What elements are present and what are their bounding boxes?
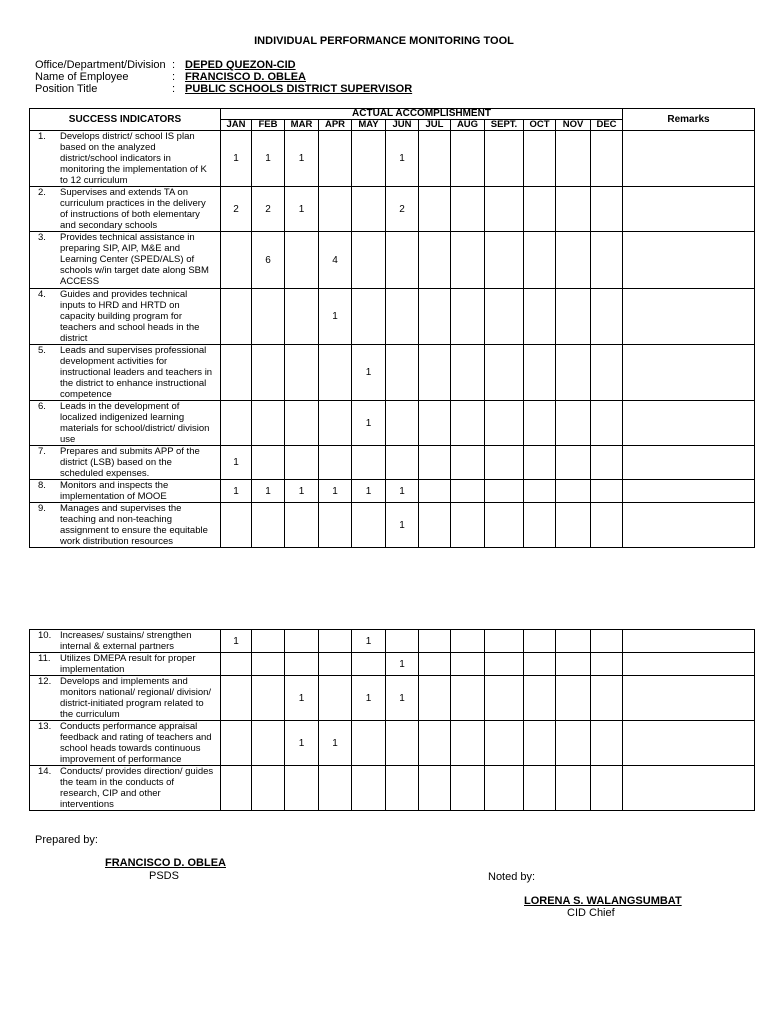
month-value-cell <box>451 289 485 345</box>
month-value-cell <box>419 232 451 289</box>
month-value-cell <box>319 187 352 232</box>
info-colon: : <box>172 71 176 83</box>
prepared-by-title: PSDS <box>149 870 179 882</box>
info-label: Name of Employee <box>35 71 129 83</box>
month-value-cell <box>485 345 524 401</box>
month-value-cell <box>252 630 285 653</box>
month-value-cell <box>451 676 485 721</box>
month-value-cell <box>352 653 386 676</box>
table-row <box>30 446 755 480</box>
indicator-number: 7. <box>38 446 46 457</box>
month-value-cell <box>451 232 485 289</box>
month-value-cell <box>419 446 451 480</box>
month-value-cell <box>221 503 252 548</box>
month-value-cell <box>419 653 451 676</box>
month-value-cell <box>285 630 319 653</box>
header-remarks: Remarks <box>623 109 755 131</box>
month-value-cell: 1 <box>285 721 319 766</box>
month-value-cell <box>451 345 485 401</box>
table-row <box>30 766 755 811</box>
month-value-cell: 1 <box>352 676 386 721</box>
table-row <box>30 630 755 653</box>
month-value-cell <box>591 232 623 289</box>
month-value-cell <box>319 345 352 401</box>
header-month: JAN <box>221 120 252 131</box>
month-value-cell <box>485 446 524 480</box>
indicator-cell <box>30 766 221 811</box>
month-value-cell <box>524 401 556 446</box>
indicator-text: Conducts performance appraisal feedback and rating of teachers and school heads towards continuous improvement of performance <box>60 721 212 765</box>
indicator-number: 13. <box>38 721 52 732</box>
indicator-number: 11. <box>38 653 51 664</box>
info-colon: : <box>172 59 176 71</box>
month-value-cell <box>556 676 591 721</box>
remarks-cell <box>623 345 755 401</box>
month-value-cell <box>221 232 252 289</box>
month-value-cell: 1 <box>352 401 386 446</box>
month-value-cell <box>591 401 623 446</box>
header-success-indicators: SUCCESS INDICATORS <box>30 109 221 131</box>
indicator-cell <box>30 401 221 446</box>
month-value-cell <box>252 503 285 548</box>
indicator-number: 1. <box>38 131 46 142</box>
prepared-by-name: FRANCISCO D. OBLEA <box>105 857 226 869</box>
month-value-cell <box>386 401 419 446</box>
info-label: Office/Department/Division <box>35 59 166 71</box>
table-row <box>30 232 755 289</box>
month-value-cell <box>419 676 451 721</box>
month-value-cell <box>221 289 252 345</box>
noted-by-name: LORENA S. WALANGSUMBAT <box>524 895 682 907</box>
month-value-cell <box>386 630 419 653</box>
month-value-cell <box>252 289 285 345</box>
indicator-text: Monitors and inspects the implementation of MOOE <box>60 480 169 502</box>
month-value-cell <box>524 503 556 548</box>
indicator-cell <box>30 232 221 289</box>
header-actual-accomplishment: ACTUAL ACCOMPLISHMENT <box>221 109 623 120</box>
indicator-cell <box>30 131 221 187</box>
header-month: MAY <box>352 120 386 131</box>
indicator-cell <box>30 676 221 721</box>
indicator-cell <box>30 446 221 480</box>
month-value-cell <box>252 653 285 676</box>
month-value-cell <box>591 653 623 676</box>
month-value-cell <box>386 232 419 289</box>
month-value-cell: 2 <box>252 187 285 232</box>
indicator-number: 3. <box>38 232 46 243</box>
month-value-cell: 1 <box>252 131 285 187</box>
month-value-cell <box>419 131 451 187</box>
indicator-number: 2. <box>38 187 46 198</box>
noted-by-label: Noted by: <box>488 871 536 883</box>
table-row <box>30 187 755 232</box>
month-value-cell: 1 <box>319 480 352 503</box>
remarks-cell <box>623 630 755 653</box>
month-value-cell: 1 <box>285 187 319 232</box>
month-value-cell <box>386 446 419 480</box>
table-row <box>30 289 755 345</box>
remarks-cell <box>623 289 755 345</box>
month-value-cell: 1 <box>221 480 252 503</box>
month-value-cell <box>524 766 556 811</box>
month-value-cell <box>352 446 386 480</box>
prepared-by-label: Prepared by: <box>35 834 98 846</box>
indicator-text: Manages and supervises the teaching and non-teaching assignment to ensure the equitable work distribution resources <box>60 503 208 547</box>
month-value-cell <box>319 630 352 653</box>
indicator-number: 8. <box>38 480 46 491</box>
table-row <box>30 653 755 676</box>
indicator-text: Conducts/ provides direction/ guides the team in the conducts of research, CIP and other interventions <box>60 766 214 810</box>
remarks-cell <box>623 653 755 676</box>
month-value-cell <box>485 503 524 548</box>
month-value-cell <box>252 345 285 401</box>
month-value-cell <box>285 653 319 676</box>
remarks-cell <box>623 480 755 503</box>
month-value-cell <box>419 289 451 345</box>
indicator-text: Provides technical assistance in preparing SIP, AIP, M&E and Learning Center (SPED/ALS) of schools w/in target date along SBM ACCESS <box>60 232 209 287</box>
month-value-cell <box>485 721 524 766</box>
month-value-cell <box>524 232 556 289</box>
month-value-cell <box>485 480 524 503</box>
indicator-number: 10. <box>38 630 52 641</box>
month-value-cell <box>485 766 524 811</box>
month-value-cell <box>419 480 451 503</box>
month-value-cell <box>556 480 591 503</box>
month-value-cell <box>556 721 591 766</box>
indicator-number: 5. <box>38 345 46 356</box>
header-month: DEC <box>591 120 623 131</box>
month-value-cell: 1 <box>285 676 319 721</box>
month-value-cell <box>285 401 319 446</box>
header-month: MAR <box>285 120 319 131</box>
indicator-text: Supervises and extends TA on curriculum practices in the delivery of instructions of both elementary and secondary schools <box>60 187 206 231</box>
info-label: Position Title <box>35 83 98 95</box>
header-month: AUG <box>451 120 485 131</box>
month-value-cell <box>524 676 556 721</box>
info-value: FRANCISCO D. OBLEA <box>185 71 306 83</box>
month-value-cell <box>419 503 451 548</box>
header-month: JUL <box>419 120 451 131</box>
month-value-cell <box>319 446 352 480</box>
month-value-cell <box>451 480 485 503</box>
indicator-text: Develops district/ school IS plan based on the analyzed district/school indicators in monitoring the implementation of K to 12 curriculum <box>60 131 207 186</box>
month-value-cell: 1 <box>221 446 252 480</box>
indicator-cell <box>30 630 221 653</box>
table-row <box>30 131 755 187</box>
month-value-cell <box>319 676 352 721</box>
month-value-cell <box>524 480 556 503</box>
month-value-cell <box>386 721 419 766</box>
month-value-cell <box>352 766 386 811</box>
info-value: PUBLIC SCHOOLS DISTRICT SUPERVISOR <box>185 83 413 95</box>
month-value-cell <box>285 345 319 401</box>
month-value-cell <box>591 289 623 345</box>
info-value: DEPED QUEZON-CID <box>185 59 296 71</box>
month-value-cell <box>591 503 623 548</box>
month-value-cell: 1 <box>285 480 319 503</box>
header-month: SEPT. <box>485 120 524 131</box>
month-value-cell <box>252 766 285 811</box>
accomplishment-table <box>29 108 755 548</box>
month-value-cell <box>485 653 524 676</box>
month-value-cell: 1 <box>319 289 352 345</box>
month-value-cell <box>285 232 319 289</box>
remarks-cell <box>623 446 755 480</box>
header-month: OCT <box>524 120 556 131</box>
table-row <box>30 721 755 766</box>
month-value-cell: 1 <box>352 345 386 401</box>
info-colon: : <box>172 83 176 95</box>
month-value-cell <box>221 676 252 721</box>
month-value-cell <box>221 345 252 401</box>
month-value-cell <box>485 401 524 446</box>
month-value-cell <box>386 766 419 811</box>
month-value-cell: 2 <box>221 187 252 232</box>
month-value-cell <box>451 766 485 811</box>
month-value-cell <box>352 187 386 232</box>
month-value-cell <box>352 503 386 548</box>
header-month: FEB <box>252 120 285 131</box>
month-value-cell <box>556 345 591 401</box>
month-value-cell: 1 <box>386 131 419 187</box>
month-value-cell <box>591 187 623 232</box>
month-value-cell <box>451 187 485 232</box>
month-value-cell <box>524 187 556 232</box>
month-value-cell <box>419 187 451 232</box>
indicator-cell <box>30 480 221 503</box>
month-value-cell <box>419 721 451 766</box>
indicator-text: Leads in the development of localized indigenized learning materials for school/district/ division use <box>60 401 210 445</box>
month-value-cell: 2 <box>386 187 419 232</box>
month-value-cell <box>524 653 556 676</box>
month-value-cell <box>252 676 285 721</box>
indicator-text: Develops and implements and monitors national/ regional/ division/ district-initiated program related to the curriculum <box>60 676 212 720</box>
header-month: NOV <box>556 120 591 131</box>
month-value-cell <box>419 345 451 401</box>
month-value-cell <box>419 401 451 446</box>
month-value-cell: 1 <box>221 630 252 653</box>
indicator-cell <box>30 187 221 232</box>
remarks-cell <box>623 721 755 766</box>
month-value-cell <box>352 131 386 187</box>
month-value-cell <box>485 630 524 653</box>
month-value-cell <box>556 401 591 446</box>
month-value-cell <box>485 676 524 721</box>
indicator-number: 12. <box>38 676 52 687</box>
month-value-cell <box>451 630 485 653</box>
month-value-cell: 1 <box>221 131 252 187</box>
remarks-cell <box>623 676 755 721</box>
month-value-cell <box>556 630 591 653</box>
month-value-cell <box>352 721 386 766</box>
month-value-cell <box>591 345 623 401</box>
month-value-cell: 1 <box>285 131 319 187</box>
month-value-cell: 1 <box>386 503 419 548</box>
month-value-cell <box>352 289 386 345</box>
indicator-text: Utilizes DMEPA result for proper implementation <box>60 653 196 675</box>
month-value-cell <box>591 630 623 653</box>
remarks-cell <box>623 131 755 187</box>
month-value-cell <box>451 446 485 480</box>
noted-by-title: CID Chief <box>567 907 615 919</box>
month-value-cell: 1 <box>386 653 419 676</box>
accomplishment-table-continued <box>29 629 755 811</box>
indicator-cell <box>30 289 221 345</box>
month-value-cell <box>451 131 485 187</box>
month-value-cell <box>485 131 524 187</box>
indicator-text: Increases/ sustains/ strengthen internal & external partners <box>60 630 192 652</box>
indicator-text: Leads and supervises professional development activities for instructional leaders and teachers in the district to enhance instructional competence <box>60 345 213 400</box>
indicator-number: 4. <box>38 289 46 300</box>
month-value-cell <box>319 401 352 446</box>
indicator-text: Prepares and submits APP of the district (LSB) based on the scheduled expenses. <box>60 446 200 479</box>
month-value-cell <box>319 131 352 187</box>
month-value-cell <box>221 721 252 766</box>
month-value-cell: 4 <box>319 232 352 289</box>
month-value-cell: 1 <box>352 480 386 503</box>
month-value-cell <box>319 766 352 811</box>
month-value-cell <box>285 503 319 548</box>
month-value-cell <box>419 630 451 653</box>
month-value-cell <box>451 653 485 676</box>
month-value-cell <box>591 131 623 187</box>
month-value-cell <box>524 630 556 653</box>
header-month: APR <box>319 120 352 131</box>
month-value-cell <box>556 289 591 345</box>
month-value-cell <box>485 232 524 289</box>
table-row <box>30 503 755 548</box>
table-row <box>30 345 755 401</box>
month-value-cell <box>485 187 524 232</box>
indicator-number: 6. <box>38 401 46 412</box>
month-value-cell <box>556 653 591 676</box>
month-value-cell <box>451 503 485 548</box>
month-value-cell <box>285 446 319 480</box>
month-value-cell: 1 <box>252 480 285 503</box>
month-value-cell: 6 <box>252 232 285 289</box>
remarks-cell <box>623 232 755 289</box>
indicator-number: 14. <box>38 766 52 777</box>
month-value-cell <box>319 653 352 676</box>
remarks-cell <box>623 766 755 811</box>
month-value-cell: 1 <box>319 721 352 766</box>
month-value-cell <box>285 289 319 345</box>
month-value-cell <box>252 401 285 446</box>
month-value-cell <box>556 446 591 480</box>
month-value-cell <box>524 289 556 345</box>
indicator-text: Guides and provides technical inputs to HRD and HRTD on capacity building program for teachers and school heads in the district <box>60 289 200 344</box>
header-month: JUN <box>386 120 419 131</box>
remarks-cell <box>623 503 755 548</box>
month-value-cell <box>221 401 252 446</box>
indicator-cell <box>30 721 221 766</box>
month-value-cell <box>221 766 252 811</box>
month-value-cell <box>386 289 419 345</box>
month-value-cell: 1 <box>386 480 419 503</box>
document-title: INDIVIDUAL PERFORMANCE MONITORING TOOL <box>254 35 514 47</box>
month-value-cell <box>591 676 623 721</box>
month-value-cell <box>556 187 591 232</box>
month-value-cell <box>524 446 556 480</box>
month-value-cell <box>485 289 524 345</box>
month-value-cell <box>451 721 485 766</box>
table-row <box>30 676 755 721</box>
month-value-cell <box>591 480 623 503</box>
month-value-cell <box>556 131 591 187</box>
table-row <box>30 401 755 446</box>
month-value-cell <box>221 653 252 676</box>
month-value-cell <box>524 345 556 401</box>
month-value-cell: 1 <box>352 630 386 653</box>
month-value-cell <box>524 721 556 766</box>
indicator-number: 9. <box>38 503 46 514</box>
table-row <box>30 480 755 503</box>
indicator-cell <box>30 503 221 548</box>
indicator-cell <box>30 345 221 401</box>
month-value-cell <box>252 721 285 766</box>
month-value-cell <box>591 721 623 766</box>
remarks-cell <box>623 187 755 232</box>
month-value-cell <box>451 401 485 446</box>
indicator-cell <box>30 653 221 676</box>
month-value-cell <box>386 345 419 401</box>
month-value-cell <box>319 503 352 548</box>
month-value-cell <box>419 766 451 811</box>
month-value-cell <box>352 232 386 289</box>
month-value-cell <box>556 232 591 289</box>
month-value-cell <box>285 766 319 811</box>
month-value-cell <box>556 766 591 811</box>
month-value-cell <box>524 131 556 187</box>
month-value-cell <box>591 766 623 811</box>
remarks-cell <box>623 401 755 446</box>
month-value-cell <box>591 446 623 480</box>
month-value-cell: 1 <box>386 676 419 721</box>
month-value-cell <box>252 446 285 480</box>
month-value-cell <box>556 503 591 548</box>
